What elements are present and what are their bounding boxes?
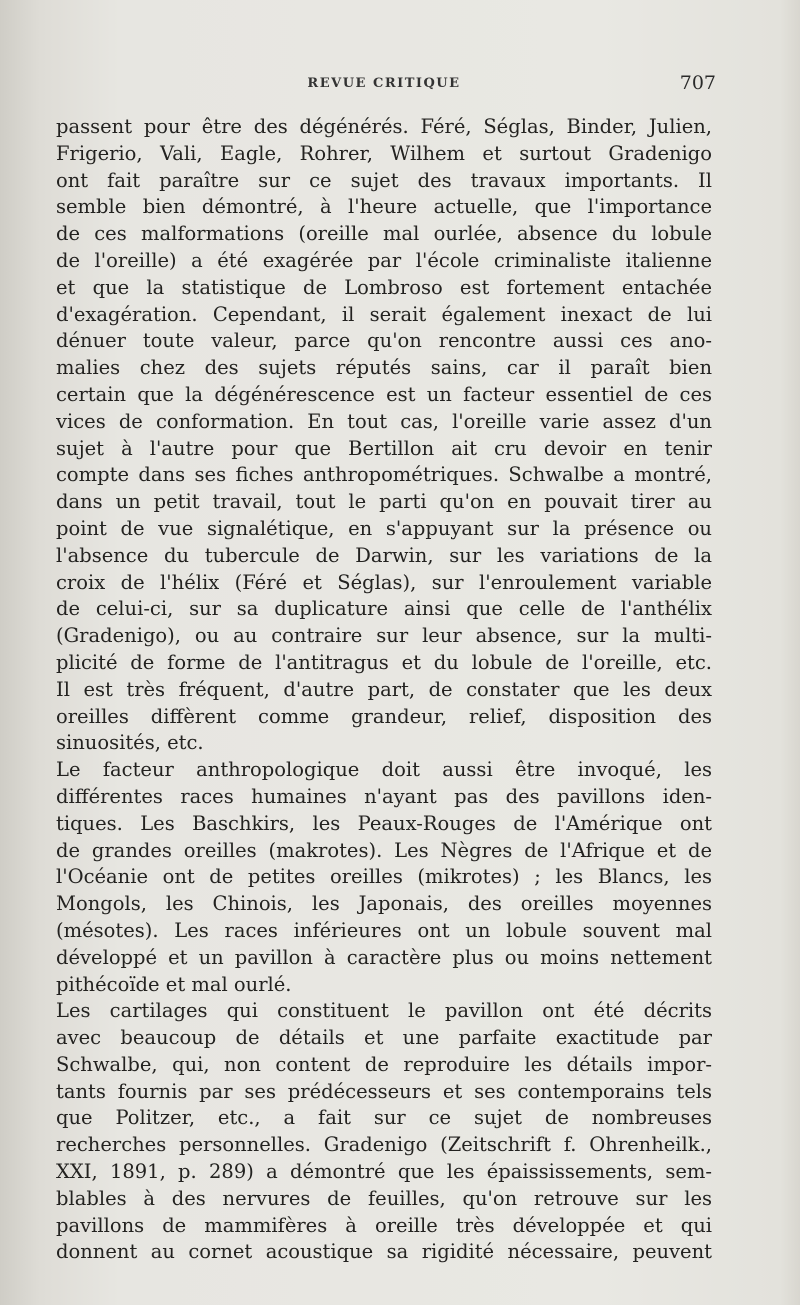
text-line: tiques. Les Baschkirs, les Peaux-Rouges de l'Amérique ont [56,811,712,835]
text-line: semble bien démontré, à l'heure actuelle, que l'importance [56,195,712,219]
text-line: de ces malformations (oreille mal ourlée, absence du lobule [56,222,712,246]
text-line: et que la statistique de Lombroso est fortement entachée [56,275,712,299]
text-line: (Gradenigo), ou au contraire sur leur absence, sur la multi- [56,624,712,648]
text-line: oreilles diffèrent comme grandeur, relief, disposition des [56,704,712,728]
text-line: Schwalbe, qui, non content de reproduire les détails impor- [56,1052,712,1076]
page-header [56,72,716,102]
text-line: dénuer toute valeur, parce qu'on rencontre aussi ces ano- [56,329,712,353]
text-line: donnent au cornet acoustique sa rigidité nécessaire, peuvent [56,1240,712,1264]
text-line: pavillons de mammifères à oreille très développée et qui [56,1213,712,1237]
text-line: plicité de forme de l'antitragus et du lobule de l'oreille, etc. [56,650,712,674]
text-line: l'Océanie ont de petites oreilles (mikrotes) ; les Blancs, les [56,865,712,889]
text-line: ont fait paraître sur ce sujet des travaux importants. Il [56,168,712,192]
text-line: recherches personnelles. Gradenigo (Zeitschrift f. Ohrenheilk., [56,1133,712,1157]
text-line: passent pour être des dégénérés. Féré, Séglas, Binder, Julien, [56,115,712,138]
text-line: vices de conformation. En tout cas, l'oreille varie assez d'un [56,409,712,433]
text-line: point de vue signalétique, en s'appuyant sur la présence ou [56,516,712,540]
text-line: de celui-ci, sur sa duplicature ainsi que celle de l'anthélix [56,597,712,621]
text-line: différentes races humaines n'ayant pas des pavillons iden- [56,784,712,808]
text-line: (mésotes). Les races inférieures ont un lobule souvent mal [56,918,712,942]
text-line: avec beaucoup de détails et une parfaite exactitude par [56,1026,712,1050]
text-line: pithécoïde et mal ourlé. [56,972,292,996]
text-line: croix de l'hélix (Féré et Séglas), sur l'enroulement variable [56,570,712,594]
text-line: compte dans ses fiches anthropométriques. Schwalbe a montré, [56,463,712,487]
body-text [56,114,712,1266]
text-line: Il est très fréquent, d'autre part, de constater que les deux [56,677,712,701]
text-line: XXI, 1891, p. 289) a démontré que les épaississements, sem- [56,1160,712,1184]
text-line: sinuosités, etc. [56,731,204,755]
text-line: Frigerio, Vali, Eagle, Rohrer, Wilhem et surtout Gradenigo [56,141,712,165]
text-line: dans un petit travail, tout le parti qu'on en pouvait tirer au [56,490,712,514]
running-title: REVUE CRITIQUE [307,76,461,91]
text-line: blables à des nervures de feuilles, qu'on retrouve sur les [56,1186,712,1210]
text-line: Le facteur anthropologique doit aussi être invoqué, les [56,758,712,782]
text-line: d'exagération. Cependant, il serait également inexact de lui [56,302,712,326]
page-number: 707 [679,72,716,94]
text-line: certain que la dégénérescence est un facteur essentiel de ces [56,382,712,406]
text-line: sujet à l'autre pour que Bertillon ait cru devoir en tenir [56,436,712,460]
text-line: malies chez des sujets réputés sains, car il paraît bien [56,356,712,380]
text-line: l'absence du tubercule de Darwin, sur les variations de la [56,543,712,567]
text-line: de grandes oreilles (makrotes). Les Nègres de l'Afrique et de [56,838,712,862]
text-line: Les cartilages qui constituent le pavillon ont été décrits [56,999,712,1023]
text-line: tants fournis par ses prédécesseurs et ses contemporains tels [56,1079,712,1103]
text-line: Mongols, les Chinois, les Japonais, des oreilles moyennes [56,892,712,916]
text-line: développé et un pavillon à caractère plus ou moins nettement [56,945,712,969]
text-line: que Politzer, etc., a fait sur ce sujet de nombreuses [56,1106,712,1130]
text-line: de l'oreille) a été exagérée par l'école criminaliste italienne [56,248,712,272]
